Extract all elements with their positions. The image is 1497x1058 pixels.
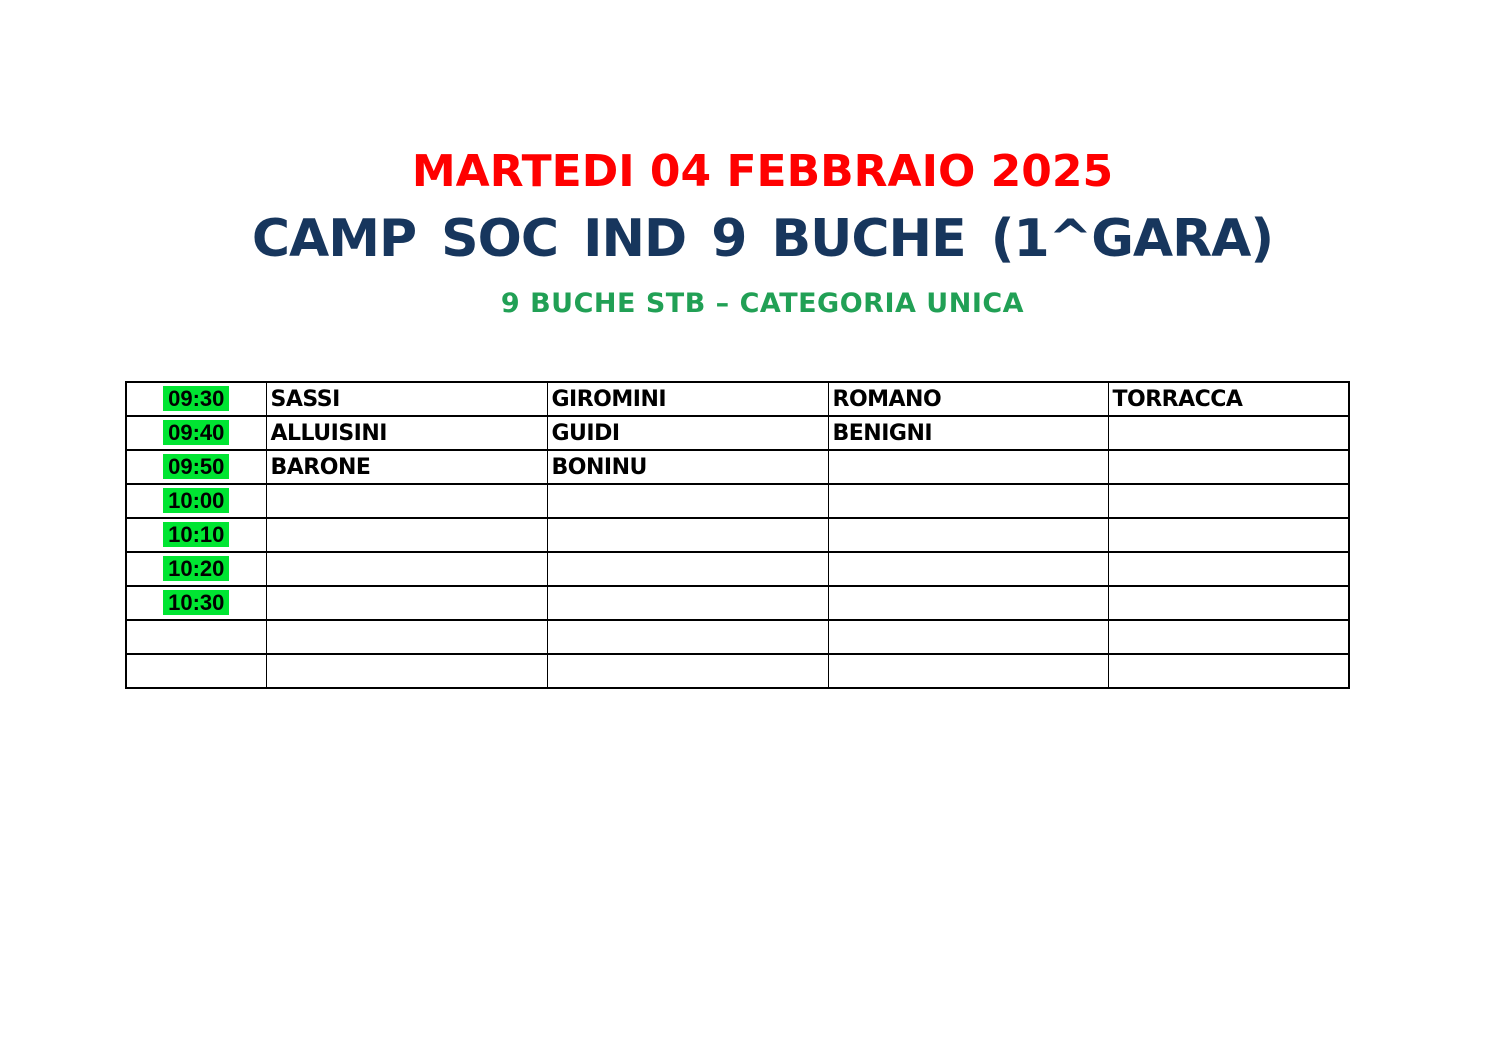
table-row [126,382,1349,416]
table-row [126,654,1349,688]
player-cell: ROMANO [828,382,1108,416]
time-highlight: 10:10 [163,522,229,547]
player-cell: BARONE [266,450,547,484]
table-row [126,586,1349,620]
time-cell [126,484,266,518]
player-cell [1108,552,1349,586]
time-highlight: 09:40 [163,420,229,445]
player-cell [547,654,828,688]
player-cell [828,552,1108,586]
player-cell [266,620,547,654]
player-cell: SASSI [266,382,547,416]
player-cell: BONINU [547,450,828,484]
player-cell [828,586,1108,620]
player-cell [1108,450,1349,484]
player-cell [1108,620,1349,654]
player-cell [547,484,828,518]
table-row [126,450,1349,484]
time-highlight: 10:00 [163,488,229,513]
table-row [126,518,1349,552]
time-cell [126,586,266,620]
title-date: MARTEDI 04 FEBBRAIO 2025 [411,146,1114,197]
time-highlight: 09:30 [163,386,229,411]
player-cell [1108,484,1349,518]
time-cell [126,382,266,416]
player-cell [266,654,547,688]
player-cell [266,552,547,586]
player-cell: TORRACCA [1108,382,1349,416]
time-highlight: 10:30 [163,590,229,615]
player-cell [266,586,547,620]
player-cell [828,654,1108,688]
player-cell [1108,416,1349,450]
subtitle: 9 BUCHE STB – CATEGORIA UNICA [500,288,1025,319]
player-cell [828,518,1108,552]
player-cell [828,450,1108,484]
player-cell [1108,518,1349,552]
title-main: CAMP SOC IND 9 BUCHE (1^GARA) [251,209,1274,269]
time-cell [126,416,266,450]
time-cell [126,552,266,586]
table-row [126,620,1349,654]
time-cell [126,654,266,688]
player-cell: GIROMINI [547,382,828,416]
player-cell [828,484,1108,518]
player-cell [547,518,828,552]
table-row [126,552,1349,586]
table-row [126,416,1349,450]
time-cell [126,450,266,484]
table-row [126,484,1349,518]
time-cell [126,518,266,552]
player-cell [547,552,828,586]
player-cell [1108,654,1349,688]
player-cell: ALLUISINI [266,416,547,450]
player-cell: GUIDI [547,416,828,450]
player-cell [266,518,547,552]
player-cell [547,620,828,654]
player-cell [828,620,1108,654]
player-cell [1108,586,1349,620]
time-highlight: 09:50 [163,454,229,479]
player-cell [547,586,828,620]
time-cell [126,620,266,654]
schedule-table [125,381,1350,689]
player-cell: BENIGNI [828,416,1108,450]
time-highlight: 10:20 [163,556,229,581]
player-cell [266,484,547,518]
